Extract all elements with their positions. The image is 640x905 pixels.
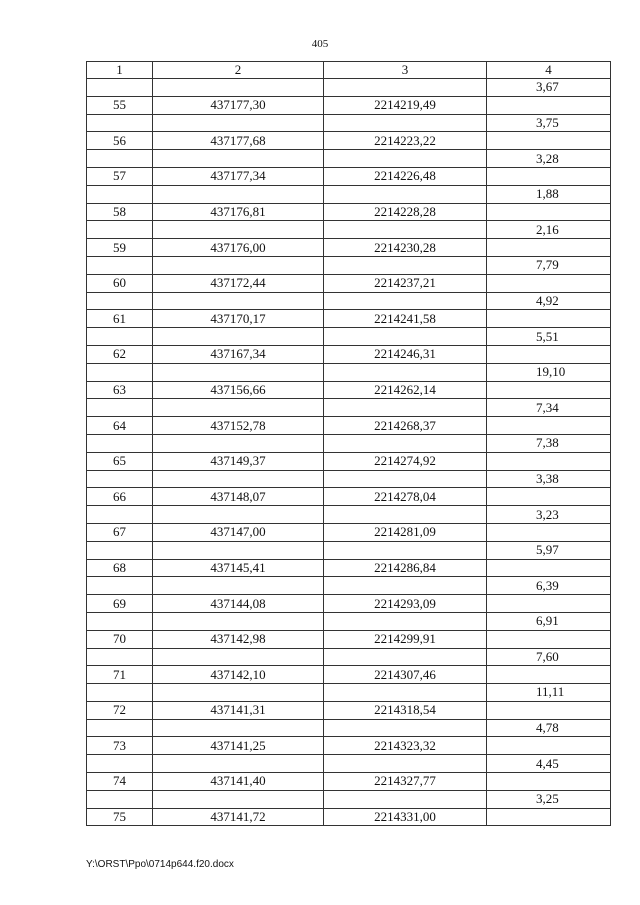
y-coordinate-cell: 2214223,22 <box>324 132 487 150</box>
table-row-distance <box>87 363 611 381</box>
distance-cell <box>487 381 611 399</box>
table-row-distance <box>87 256 611 274</box>
y-coordinate-cell: 2214268,37 <box>324 417 487 435</box>
point-number-cell <box>87 256 153 274</box>
table-row-point <box>87 737 611 755</box>
distance-cell <box>487 773 611 791</box>
table-row-point <box>87 167 611 185</box>
table-row-point <box>87 559 611 577</box>
y-coordinate-cell <box>324 256 487 274</box>
table-row-distance <box>87 506 611 524</box>
distance-cell: 11,11 <box>487 684 611 702</box>
x-coordinate-cell: 437141,40 <box>153 773 324 791</box>
header-col-3: 3 <box>324 62 487 79</box>
distance-cell <box>487 203 611 221</box>
x-coordinate-cell <box>153 470 324 488</box>
table-row-distance <box>87 470 611 488</box>
y-coordinate-cell: 2214307,46 <box>324 666 487 684</box>
point-number-cell: 56 <box>87 132 153 150</box>
table-header-row <box>87 62 611 79</box>
point-number-cell <box>87 79 153 97</box>
y-coordinate-cell <box>324 612 487 630</box>
y-coordinate-cell <box>324 114 487 132</box>
table-row-distance <box>87 399 611 417</box>
point-number-cell <box>87 506 153 524</box>
point-number-cell <box>87 328 153 346</box>
distance-cell: 3,25 <box>487 790 611 808</box>
distance-cell: 19,10 <box>487 363 611 381</box>
table-row-distance <box>87 150 611 168</box>
table-row-distance <box>87 79 611 97</box>
y-coordinate-cell: 2214299,91 <box>324 630 487 648</box>
table-row-point <box>87 630 611 648</box>
distance-cell: 7,79 <box>487 256 611 274</box>
y-coordinate-cell: 2214228,28 <box>324 203 487 221</box>
point-number-cell <box>87 399 153 417</box>
x-coordinate-cell <box>153 577 324 595</box>
distance-cell: 6,91 <box>487 612 611 630</box>
file-path-footer: Y:\ORST\Ppo\0714p644.f20.docx <box>86 859 234 870</box>
point-number-cell <box>87 185 153 203</box>
y-coordinate-cell <box>324 399 487 417</box>
x-coordinate-cell <box>153 434 324 452</box>
point-number-cell: 70 <box>87 630 153 648</box>
table-row-point <box>87 381 611 399</box>
coordinates-table <box>86 61 611 826</box>
y-coordinate-cell <box>324 541 487 559</box>
table-row-distance <box>87 328 611 346</box>
y-coordinate-cell <box>324 719 487 737</box>
x-coordinate-cell <box>153 256 324 274</box>
x-coordinate-cell: 437167,34 <box>153 345 324 363</box>
distance-cell <box>487 239 611 257</box>
distance-cell <box>487 417 611 435</box>
point-number-cell: 75 <box>87 808 153 826</box>
distance-cell: 4,45 <box>487 755 611 773</box>
x-coordinate-cell <box>153 399 324 417</box>
distance-cell <box>487 310 611 328</box>
point-number-cell: 61 <box>87 310 153 328</box>
table-row-point <box>87 452 611 470</box>
distance-cell: 5,97 <box>487 541 611 559</box>
table-row-point <box>87 773 611 791</box>
y-coordinate-cell <box>324 363 487 381</box>
distance-cell: 3,23 <box>487 506 611 524</box>
distance-cell <box>487 559 611 577</box>
point-number-cell <box>87 470 153 488</box>
distance-cell <box>487 452 611 470</box>
y-coordinate-cell <box>324 150 487 168</box>
x-coordinate-cell <box>153 328 324 346</box>
point-number-cell <box>87 719 153 737</box>
y-coordinate-cell: 2214262,14 <box>324 381 487 399</box>
x-coordinate-cell <box>153 506 324 524</box>
header-col-1: 1 <box>87 62 153 79</box>
table-row-point <box>87 666 611 684</box>
table-row-point <box>87 310 611 328</box>
point-number-cell: 62 <box>87 345 153 363</box>
x-coordinate-cell: 437176,81 <box>153 203 324 221</box>
point-number-cell <box>87 577 153 595</box>
point-number-cell <box>87 114 153 132</box>
point-number-cell <box>87 684 153 702</box>
y-coordinate-cell: 2214293,09 <box>324 595 487 613</box>
y-coordinate-cell: 2214241,58 <box>324 310 487 328</box>
table-row-distance <box>87 292 611 310</box>
table-row-distance <box>87 577 611 595</box>
table-row-distance <box>87 114 611 132</box>
x-coordinate-cell <box>153 150 324 168</box>
x-coordinate-cell: 437156,66 <box>153 381 324 399</box>
point-number-cell: 65 <box>87 452 153 470</box>
table-row-distance <box>87 185 611 203</box>
table-row-distance <box>87 648 611 666</box>
x-coordinate-cell <box>153 719 324 737</box>
point-number-cell: 66 <box>87 488 153 506</box>
x-coordinate-cell <box>153 684 324 702</box>
y-coordinate-cell: 2214274,92 <box>324 452 487 470</box>
y-coordinate-cell: 2214323,32 <box>324 737 487 755</box>
point-number-cell: 73 <box>87 737 153 755</box>
x-coordinate-cell: 437176,00 <box>153 239 324 257</box>
table-row-point <box>87 488 611 506</box>
distance-cell: 6,39 <box>487 577 611 595</box>
x-coordinate-cell <box>153 790 324 808</box>
x-coordinate-cell <box>153 221 324 239</box>
table-row-distance <box>87 541 611 559</box>
x-coordinate-cell: 437144,08 <box>153 595 324 613</box>
distance-cell: 4,92 <box>487 292 611 310</box>
point-number-cell <box>87 292 153 310</box>
x-coordinate-cell: 437142,10 <box>153 666 324 684</box>
x-coordinate-cell <box>153 612 324 630</box>
x-coordinate-cell: 437147,00 <box>153 523 324 541</box>
x-coordinate-cell: 437141,25 <box>153 737 324 755</box>
x-coordinate-cell <box>153 114 324 132</box>
point-number-cell: 69 <box>87 595 153 613</box>
x-coordinate-cell <box>153 292 324 310</box>
distance-cell <box>487 701 611 719</box>
y-coordinate-cell: 2214237,21 <box>324 274 487 292</box>
y-coordinate-cell <box>324 292 487 310</box>
y-coordinate-cell: 2214278,04 <box>324 488 487 506</box>
distance-cell <box>487 345 611 363</box>
y-coordinate-cell <box>324 470 487 488</box>
distance-cell: 3,67 <box>487 79 611 97</box>
point-number-cell <box>87 221 153 239</box>
x-coordinate-cell: 437177,68 <box>153 132 324 150</box>
table-row-distance <box>87 221 611 239</box>
distance-cell: 3,38 <box>487 470 611 488</box>
x-coordinate-cell: 437177,34 <box>153 167 324 185</box>
point-number-cell: 59 <box>87 239 153 257</box>
y-coordinate-cell <box>324 221 487 239</box>
point-number-cell <box>87 648 153 666</box>
point-number-cell: 55 <box>87 96 153 114</box>
point-number-cell <box>87 755 153 773</box>
y-coordinate-cell: 2214286,84 <box>324 559 487 577</box>
table-row-point <box>87 274 611 292</box>
point-number-cell <box>87 434 153 452</box>
y-coordinate-cell <box>324 755 487 773</box>
table-body <box>87 79 611 826</box>
x-coordinate-cell: 437142,98 <box>153 630 324 648</box>
point-number-cell: 74 <box>87 773 153 791</box>
x-coordinate-cell: 437145,41 <box>153 559 324 577</box>
point-number-cell: 71 <box>87 666 153 684</box>
y-coordinate-cell <box>324 79 487 97</box>
table-row-point <box>87 239 611 257</box>
distance-cell <box>487 595 611 613</box>
x-coordinate-cell <box>153 185 324 203</box>
y-coordinate-cell: 2214226,48 <box>324 167 487 185</box>
x-coordinate-cell: 437141,72 <box>153 808 324 826</box>
distance-cell: 1,88 <box>487 185 611 203</box>
point-number-cell: 68 <box>87 559 153 577</box>
y-coordinate-cell <box>324 577 487 595</box>
x-coordinate-cell <box>153 363 324 381</box>
point-number-cell: 58 <box>87 203 153 221</box>
table-row-point <box>87 701 611 719</box>
distance-cell <box>487 132 611 150</box>
distance-cell: 2,16 <box>487 221 611 239</box>
point-number-cell <box>87 790 153 808</box>
table-row-point <box>87 595 611 613</box>
y-coordinate-cell <box>324 648 487 666</box>
distance-cell: 3,75 <box>487 114 611 132</box>
y-coordinate-cell: 2214246,31 <box>324 345 487 363</box>
distance-cell <box>487 96 611 114</box>
point-number-cell <box>87 150 153 168</box>
point-number-cell <box>87 363 153 381</box>
x-coordinate-cell: 437152,78 <box>153 417 324 435</box>
x-coordinate-cell: 437170,17 <box>153 310 324 328</box>
distance-cell <box>487 808 611 826</box>
y-coordinate-cell: 2214331,00 <box>324 808 487 826</box>
table-row-distance <box>87 790 611 808</box>
header-col-2: 2 <box>153 62 324 79</box>
table-row-distance <box>87 755 611 773</box>
y-coordinate-cell <box>324 328 487 346</box>
distance-cell: 7,60 <box>487 648 611 666</box>
x-coordinate-cell: 437148,07 <box>153 488 324 506</box>
distance-cell <box>487 274 611 292</box>
distance-cell: 7,38 <box>487 434 611 452</box>
x-coordinate-cell <box>153 755 324 773</box>
distance-cell: 4,78 <box>487 719 611 737</box>
table-row-distance <box>87 612 611 630</box>
table-row-distance <box>87 684 611 702</box>
x-coordinate-cell <box>153 79 324 97</box>
x-coordinate-cell <box>153 541 324 559</box>
y-coordinate-cell <box>324 684 487 702</box>
point-number-cell <box>87 541 153 559</box>
y-coordinate-cell <box>324 790 487 808</box>
point-number-cell: 67 <box>87 523 153 541</box>
distance-cell <box>487 737 611 755</box>
distance-cell <box>487 666 611 684</box>
table-row-distance <box>87 434 611 452</box>
distance-cell: 5,51 <box>487 328 611 346</box>
point-number-cell: 72 <box>87 701 153 719</box>
distance-cell <box>487 630 611 648</box>
table-row-point <box>87 417 611 435</box>
table-row-point <box>87 523 611 541</box>
y-coordinate-cell: 2214318,54 <box>324 701 487 719</box>
point-number-cell: 60 <box>87 274 153 292</box>
table-row-point <box>87 203 611 221</box>
table-row-point <box>87 345 611 363</box>
page-number: 405 <box>311 38 329 50</box>
point-number-cell <box>87 612 153 630</box>
x-coordinate-cell: 437172,44 <box>153 274 324 292</box>
table-row-distance <box>87 719 611 737</box>
distance-cell: 3,28 <box>487 150 611 168</box>
point-number-cell: 57 <box>87 167 153 185</box>
table-row-point <box>87 96 611 114</box>
distance-cell <box>487 488 611 506</box>
distance-cell: 7,34 <box>487 399 611 417</box>
distance-cell <box>487 167 611 185</box>
y-coordinate-cell: 2214230,28 <box>324 239 487 257</box>
x-coordinate-cell: 437141,31 <box>153 701 324 719</box>
distance-cell <box>487 523 611 541</box>
y-coordinate-cell: 2214327,77 <box>324 773 487 791</box>
y-coordinate-cell <box>324 434 487 452</box>
table-row-point <box>87 808 611 826</box>
x-coordinate-cell <box>153 648 324 666</box>
point-number-cell: 63 <box>87 381 153 399</box>
y-coordinate-cell: 2214219,49 <box>324 96 487 114</box>
table-row-point <box>87 132 611 150</box>
header-col-4: 4 <box>487 62 611 79</box>
y-coordinate-cell <box>324 506 487 524</box>
x-coordinate-cell: 437177,30 <box>153 96 324 114</box>
x-coordinate-cell: 437149,37 <box>153 452 324 470</box>
y-coordinate-cell: 2214281,09 <box>324 523 487 541</box>
y-coordinate-cell <box>324 185 487 203</box>
point-number-cell: 64 <box>87 417 153 435</box>
